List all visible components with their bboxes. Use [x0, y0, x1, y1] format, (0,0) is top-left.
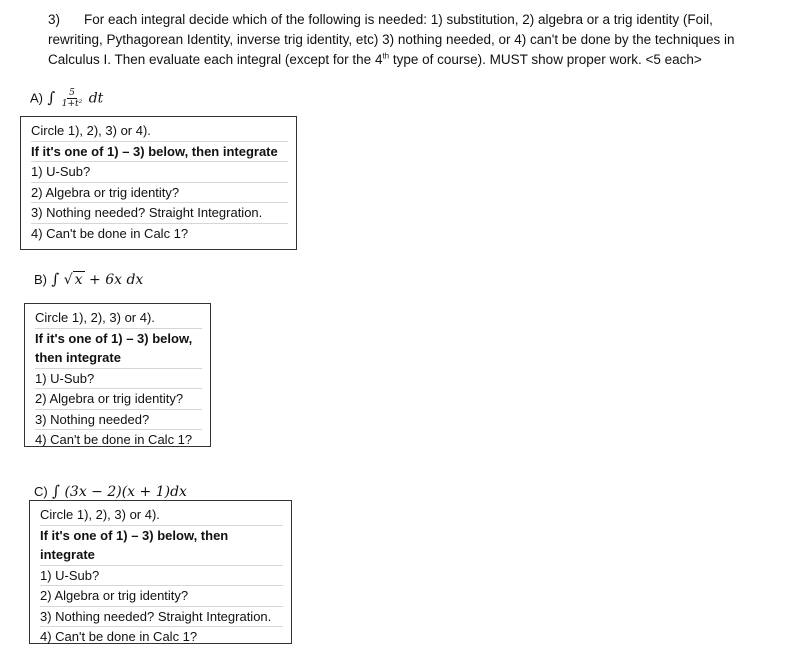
sqrt-symbol: √	[63, 272, 73, 288]
box-line: 2) Algebra or trig identity?	[31, 183, 288, 204]
superscript-th: th	[382, 51, 390, 61]
box-line: 4) Can't be done in Calc 1?	[40, 629, 198, 644]
box-line: 1) U-Sub?	[35, 369, 202, 390]
box-line: Circle 1), 2), 3) or 4).	[40, 505, 283, 526]
box-line: If it's one of 1) – 3) below, then	[40, 527, 229, 543]
expression: (3x − 2)(x + 1)dx	[64, 484, 187, 500]
instructions	[48, 10, 768, 70]
fraction	[62, 88, 83, 109]
problem-b-label: B)	[34, 272, 47, 287]
radicand: x	[74, 272, 83, 288]
expression-rest: + 6x dx	[89, 272, 144, 288]
integral-sign: ∫	[52, 482, 60, 500]
box-line: If it's one of 1) – 3) below, then integrate	[31, 142, 288, 163]
box-line: 4) Can't be done in Calc 1?	[31, 225, 189, 241]
box-line: 1) U-Sub?	[40, 566, 283, 587]
box-line: 2) Algebra or trig identity?	[35, 389, 202, 410]
answer-box-c	[29, 500, 292, 644]
question-number: 3)	[48, 12, 61, 27]
problem-a	[30, 88, 103, 109]
box-line: If it's one of 1) – 3) below,	[35, 330, 193, 346]
box-line: 3) Nothing needed? Straight Integration.	[31, 203, 288, 224]
differential: dt	[88, 90, 104, 107]
answer-box-a	[20, 116, 297, 250]
box-line: then integrate	[35, 348, 202, 369]
box-line: 3) Nothing needed? Straight Integration.	[40, 607, 283, 628]
instructions-text: For each integral decide which of the following is needed: 1) substitution, 2) algebra or a trig identity (Foil, rewriting, Pythagorean Identity, inverse trig identity, etc) 3) nothing needed, or 4) can't be done by the techniques in Calculus I. Then evaluate each integral (except for the 4	[48, 12, 735, 67]
problem-c	[34, 482, 187, 500]
box-line: Circle 1), 2), 3) or 4).	[31, 121, 288, 142]
box-line: 2) Algebra or trig identity?	[40, 586, 283, 607]
problem-c-label: C)	[34, 484, 48, 499]
answer-box-b	[24, 303, 211, 447]
fraction-numerator: 5	[69, 88, 75, 98]
box-line: 3) Nothing needed?	[35, 410, 202, 431]
box-line: 1) U-Sub?	[31, 162, 288, 183]
instructions-text-end: type of course). MUST show proper work. <5 each>	[389, 52, 702, 67]
fraction-denominator: 1+t²	[61, 99, 83, 109]
box-line: integrate	[40, 545, 283, 566]
integral-sign: ∫	[47, 88, 56, 107]
box-line: Circle 1), 2), 3) or 4).	[35, 308, 202, 329]
box-line: 4) Can't be done in Calc 1?	[35, 432, 193, 447]
problem-a-label: A)	[30, 90, 43, 106]
integral-sign: ∫	[51, 270, 60, 288]
problem-b	[34, 270, 143, 288]
